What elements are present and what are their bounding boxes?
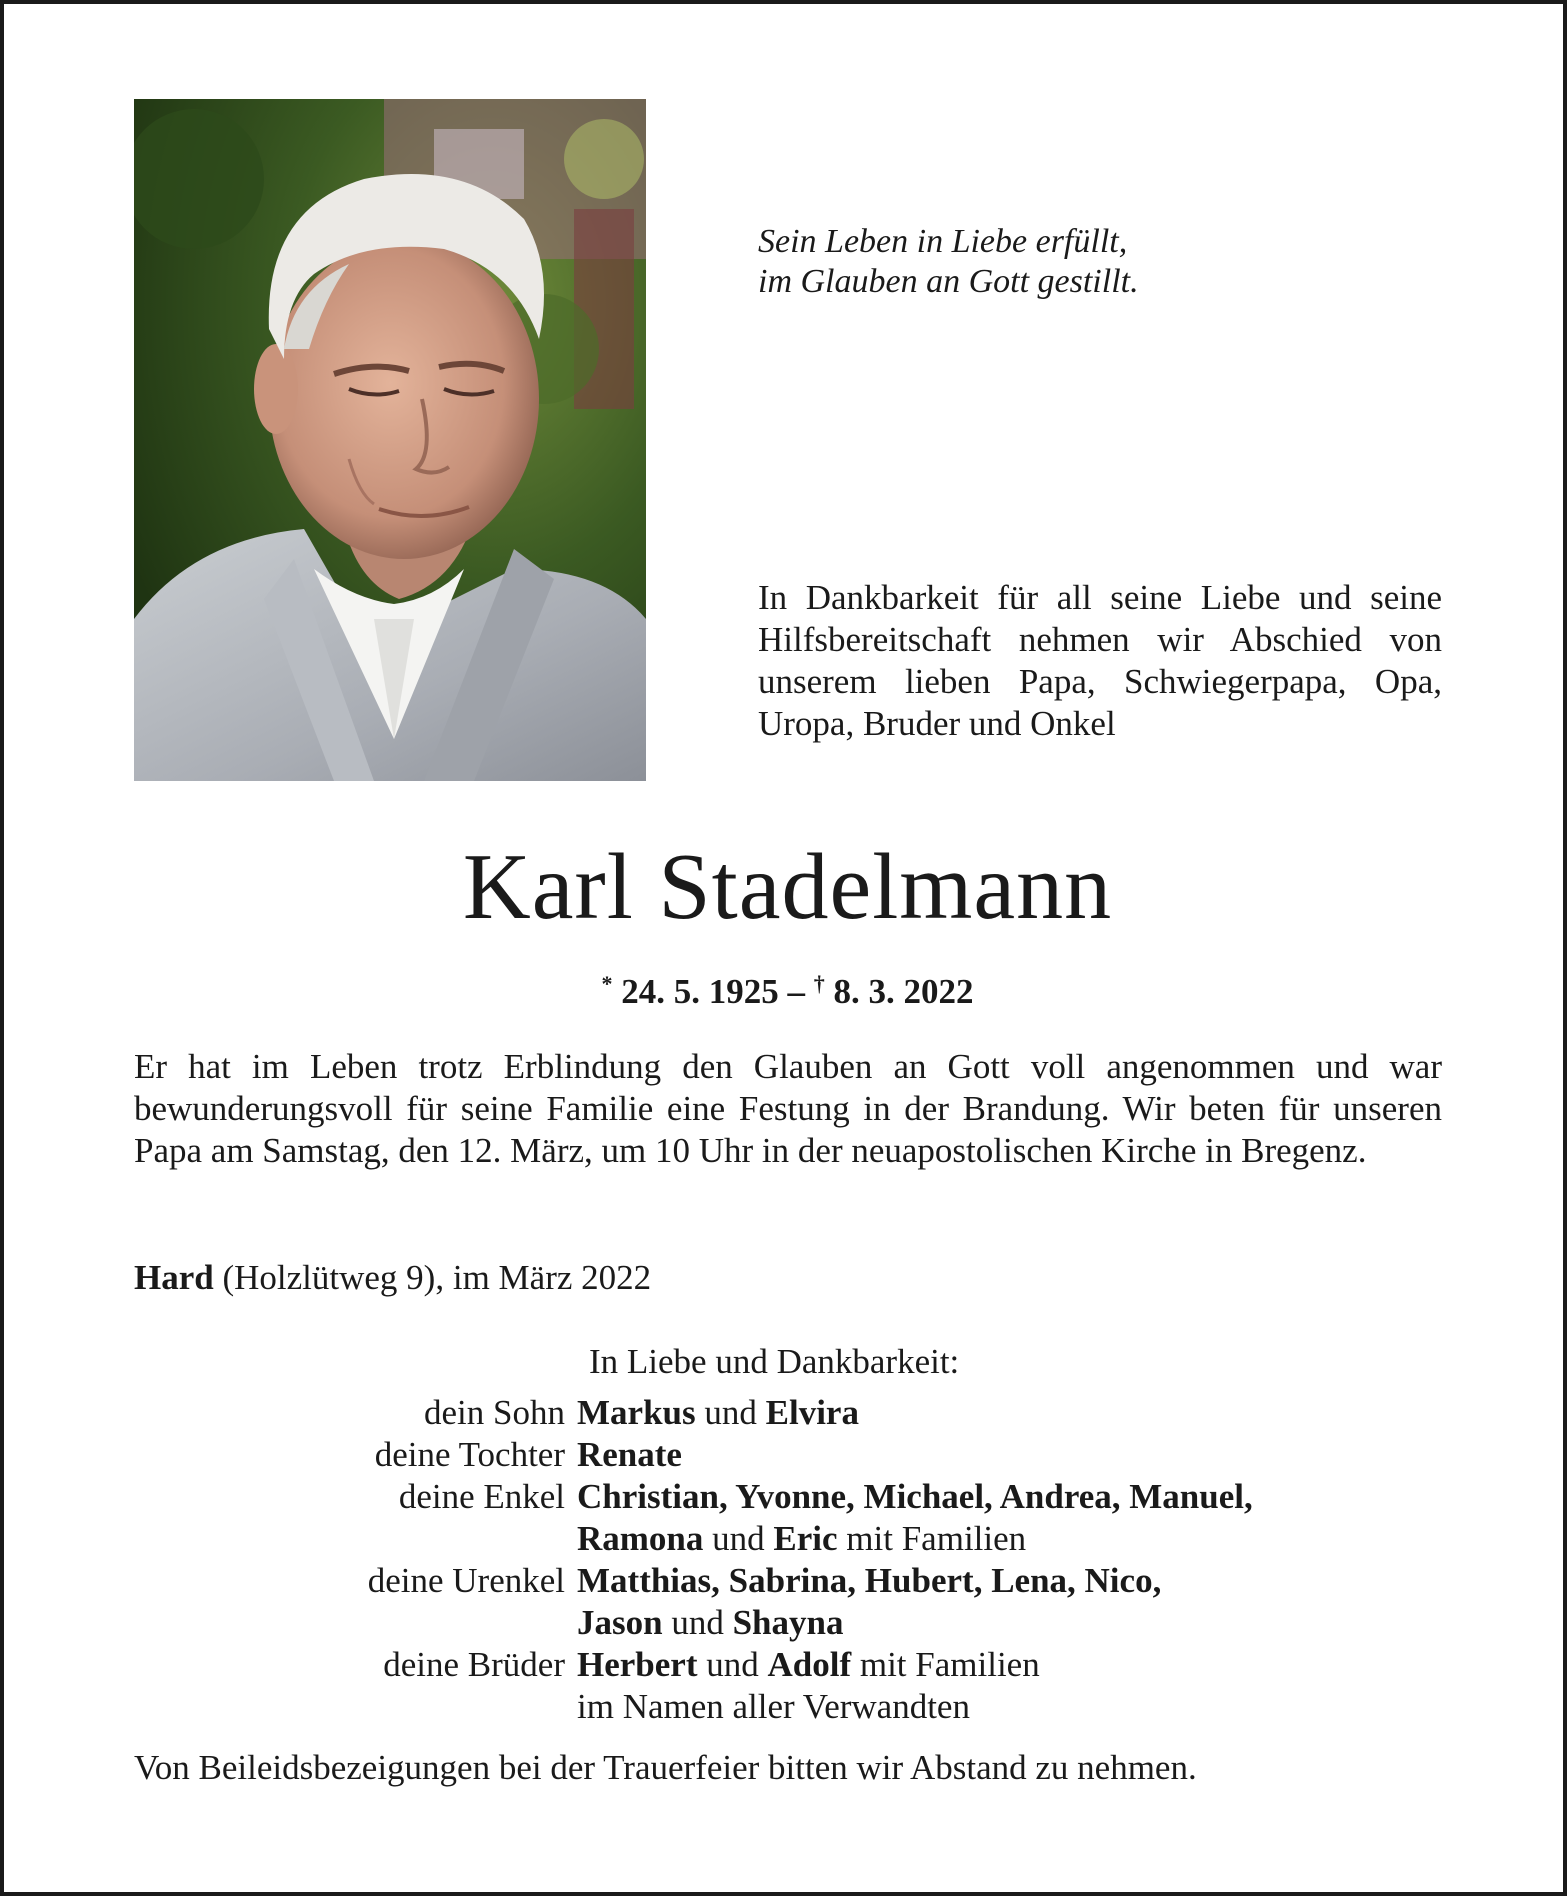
portrait-photo (134, 99, 646, 781)
name: Markus (577, 1393, 696, 1432)
names-grandchildren-line2 (577, 1518, 1447, 1560)
birth-symbol: * (601, 971, 613, 996)
name: Herbert (577, 1645, 698, 1684)
conjunction: und (662, 1603, 733, 1642)
name: Ramona (577, 1519, 704, 1558)
relation-brothers: deine Brüder (383, 1645, 565, 1684)
names-daughter (577, 1434, 1447, 1476)
place-town: Hard (134, 1258, 214, 1297)
relation-daughter: deine Tochter (374, 1435, 565, 1474)
verse-line-2: im Glauben an Gott gestillt. (758, 263, 1139, 300)
names-great-grandchildren-line2 (577, 1602, 1447, 1644)
suffix: mit Familien (837, 1519, 1027, 1558)
names: Matthias, Sabrina, Hubert, Lena, Nico, (577, 1561, 1162, 1600)
family-row-relatives (4, 1686, 1567, 1728)
family-row-great-grandchildren (4, 1560, 1567, 1602)
death-symbol: † (813, 971, 825, 996)
name: Jason (577, 1603, 663, 1642)
name: Adolf (767, 1645, 852, 1684)
conjunction: und (703, 1519, 774, 1558)
relatives-line: im Namen aller Verwandten (577, 1687, 970, 1726)
conjunction: und (695, 1393, 766, 1432)
portrait-image (134, 99, 646, 781)
relation-son: dein Sohn (424, 1393, 565, 1432)
family-row-daughter (4, 1434, 1567, 1476)
deceased-name: Karl Stadelmann (462, 835, 1113, 939)
family-row-grandchildren-cont (4, 1518, 1567, 1560)
place-line (134, 1257, 1134, 1299)
relation-empty (4, 1518, 577, 1560)
relation-empty (4, 1686, 577, 1728)
family-row-son (4, 1392, 1567, 1434)
life-dates (4, 963, 1567, 1013)
birth-date: 24. 5. 1925 (621, 972, 779, 1011)
relation-empty (4, 1602, 577, 1644)
names-great-grandchildren-line1 (577, 1560, 1447, 1602)
name: Renate (577, 1435, 682, 1474)
intro-text: In Dankbarkeit für all seine Liebe und seine Hilfsbereitschaft nehmen wir Abschied von unserem lieben Papa, Schwiegerpapa, Opa, Uropa, Bruder und Onkel (758, 578, 1442, 743)
footer-note: Von Beileidsbezeigungen bei der Trauerfeier bitten wir Abstand zu nehmen. (134, 1748, 1197, 1787)
names: Christian, Yvonne, Michael, Andrea, Manuel, (577, 1477, 1253, 1516)
names-brothers (577, 1644, 1447, 1686)
body-text: Er hat im Leben trotz Erblindung den Glauben an Gott voll angenommen und war bewunderungsvoll für seine Familie eine Festung in der Brandung. Wir beten für unseren Papa am Samstag, den 12. März, um 10 Uhr in der neuapostolischen Kirche in Bregenz. (134, 1047, 1442, 1170)
names-son (577, 1392, 1447, 1434)
death-date: 8. 3. 2022 (833, 972, 974, 1011)
date-dash: – (787, 972, 805, 1011)
verse-line-1: Sein Leben in Liebe erfüllt, (758, 223, 1128, 260)
family-row-brothers (4, 1644, 1567, 1686)
signoff: In Liebe und Dankbarkeit: (589, 1342, 960, 1381)
verse (758, 222, 1458, 302)
relation-great-grandchildren: deine Urenkel (367, 1561, 565, 1600)
conjunction: und (697, 1645, 768, 1684)
suffix: mit Familien (851, 1645, 1040, 1684)
place-rest: (Holzlütweg 9), im März 2022 (213, 1258, 652, 1297)
name: Shayna (732, 1603, 844, 1642)
name: Eric (773, 1519, 838, 1558)
family-row-great-grandchildren-cont (4, 1602, 1567, 1644)
relation-grandchildren: deine Enkel (398, 1477, 565, 1516)
name: Elvira (765, 1393, 859, 1432)
family-row-grandchildren (4, 1476, 1567, 1518)
family-list (4, 1392, 1567, 1728)
names-grandchildren-line1 (577, 1476, 1447, 1518)
